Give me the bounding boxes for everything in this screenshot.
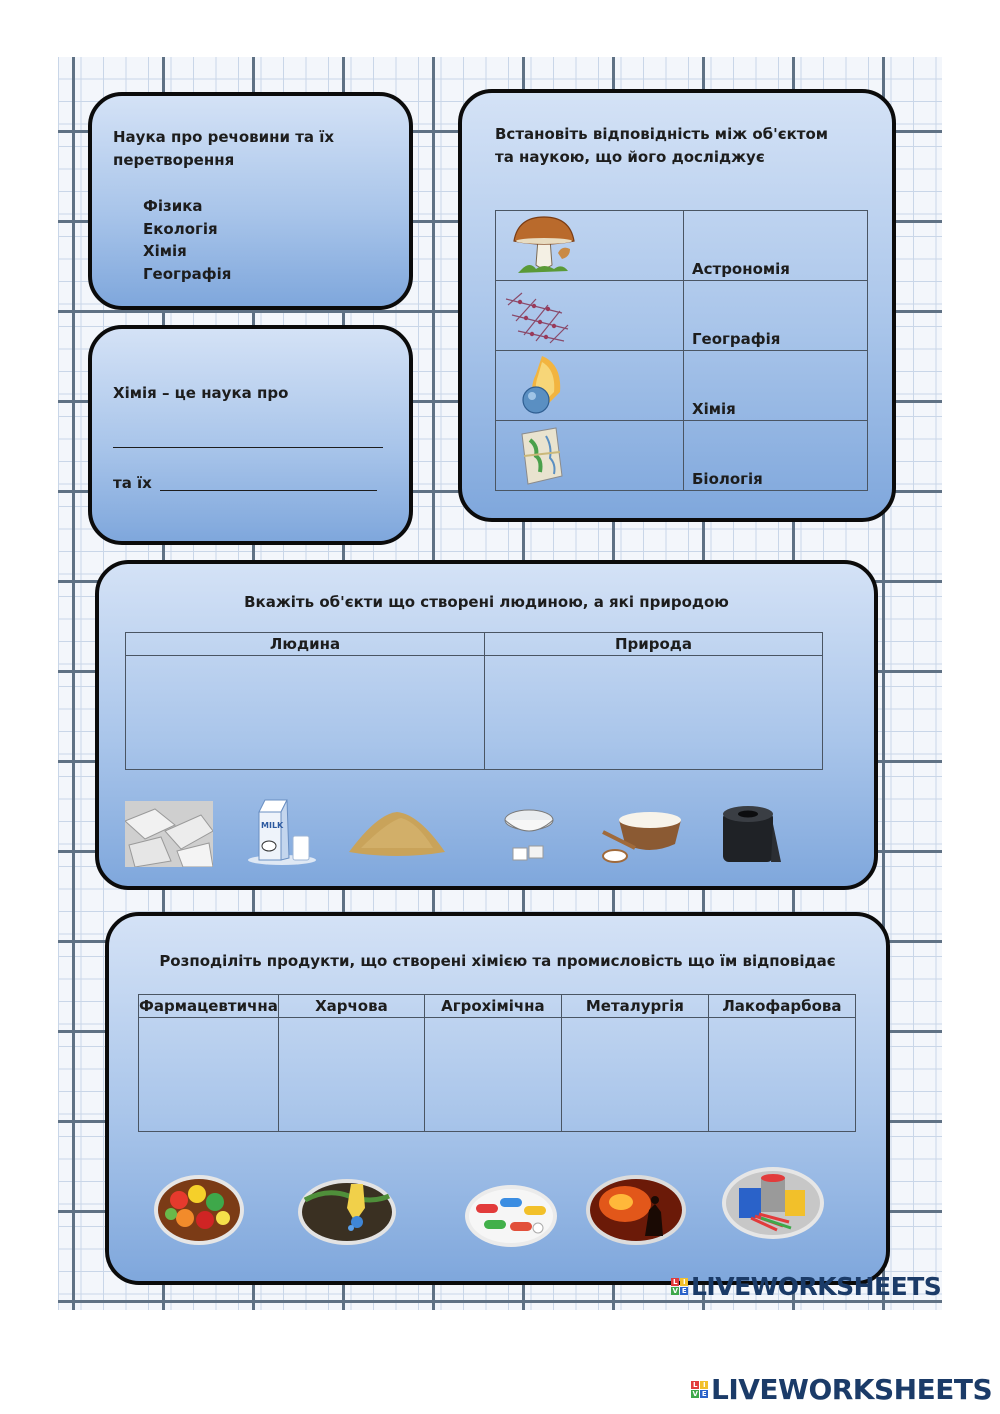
drop-zone-metallurgy[interactable] [561,1018,708,1132]
option-chemistry[interactable]: Хімія [143,242,187,260]
comet-picture[interactable] [512,354,572,418]
sand-picture[interactable] [347,808,447,858]
science-geography[interactable]: Географія [692,330,781,348]
column-agrochemical: Агрохімічна [424,995,561,1018]
column-metallurgy: Металургія [561,995,708,1018]
option-physics[interactable]: Фізика [143,197,203,215]
gummy-candies-picture[interactable] [153,1174,245,1246]
drop-zone-food[interactable] [278,1018,424,1132]
drop-zone-paint[interactable] [708,1018,855,1132]
steel-furnace-picture[interactable] [585,1174,687,1246]
card-chemical-industry [105,912,890,1285]
column-human: Людина [126,633,485,656]
milk-picture[interactable] [247,796,317,866]
sour-cream-picture[interactable] [601,804,685,866]
drop-zone-nature[interactable] [485,656,823,770]
question-text: Наука про речовини та їх перетворення [113,128,335,169]
crystal-lattice-picture[interactable] [502,285,574,345]
salt-picture[interactable] [499,802,559,866]
option-ecology[interactable]: Екологія [143,220,218,238]
science-chemistry[interactable]: Хімія [692,400,736,418]
pills-picture[interactable] [464,1184,558,1248]
drop-zone-human[interactable] [126,656,485,770]
drop-zone-agrochemical[interactable] [424,1018,561,1132]
option-geography[interactable]: Географія [143,265,232,283]
card-fill-blank [88,325,413,545]
grid-paper-background [58,57,942,1310]
card-science-definition [88,92,413,310]
column-pharmaceutical: Фармацевтична [139,995,279,1018]
plastic-roll-picture[interactable] [719,804,783,866]
card-matching [458,89,896,522]
science-astronomy[interactable]: Астрономія [692,260,790,278]
map-picture[interactable] [516,426,566,486]
fertilizer-picture[interactable] [297,1178,397,1246]
science-cell [684,281,868,351]
science-cell [684,351,868,421]
picture-cell[interactable] [496,211,684,281]
human-nature-table [125,632,823,770]
paint-cans-picture[interactable] [721,1166,825,1240]
drop-zone-pharmaceutical[interactable] [139,1018,279,1132]
sentence-start: Хімія – це наука про [113,384,289,402]
science-biology[interactable]: Біологія [692,470,763,488]
matching-instruction: Встановіть відповідність між об'єктом та наукою, що його досліджує [495,125,829,166]
human-nature-instruction: Вкажіть об'єкти що створені людиною, а які природою [244,593,729,611]
industry-table [138,994,856,1132]
svg-text:MILK: MILK [261,821,284,830]
card-human-vs-nature [95,560,878,890]
liveworksheets-watermark-inner [671,1272,941,1301]
watermark-text: LIVEWORKSHEETS [711,1373,993,1406]
liveworksheets-logo-icon: L I V E [692,1381,707,1398]
mushroom-picture[interactable] [508,213,578,277]
chalk-picture[interactable] [125,801,213,867]
column-food: Харчова [278,995,424,1018]
picture-cell[interactable] [496,351,684,421]
watermark-text: LIVEWORKSHEETS [691,1272,942,1301]
picture-cell[interactable] [496,281,684,351]
liveworksheets-watermark-footer [691,1373,992,1406]
picture-cell[interactable] [496,421,684,491]
blank-input-2[interactable] [160,472,377,491]
blank-input-1[interactable] [113,429,383,448]
science-cell [684,211,868,281]
column-nature: Природа [485,633,823,656]
science-cell [684,421,868,491]
column-paint: Лакофарбова [708,995,855,1018]
industry-instruction: Розподіліть продукти, що створені хімією та промисловість що їм відповідає [159,952,836,970]
sentence-mid: та їх [113,474,152,492]
matching-table [495,210,868,491]
liveworksheets-logo-icon: L I V E [672,1278,687,1295]
